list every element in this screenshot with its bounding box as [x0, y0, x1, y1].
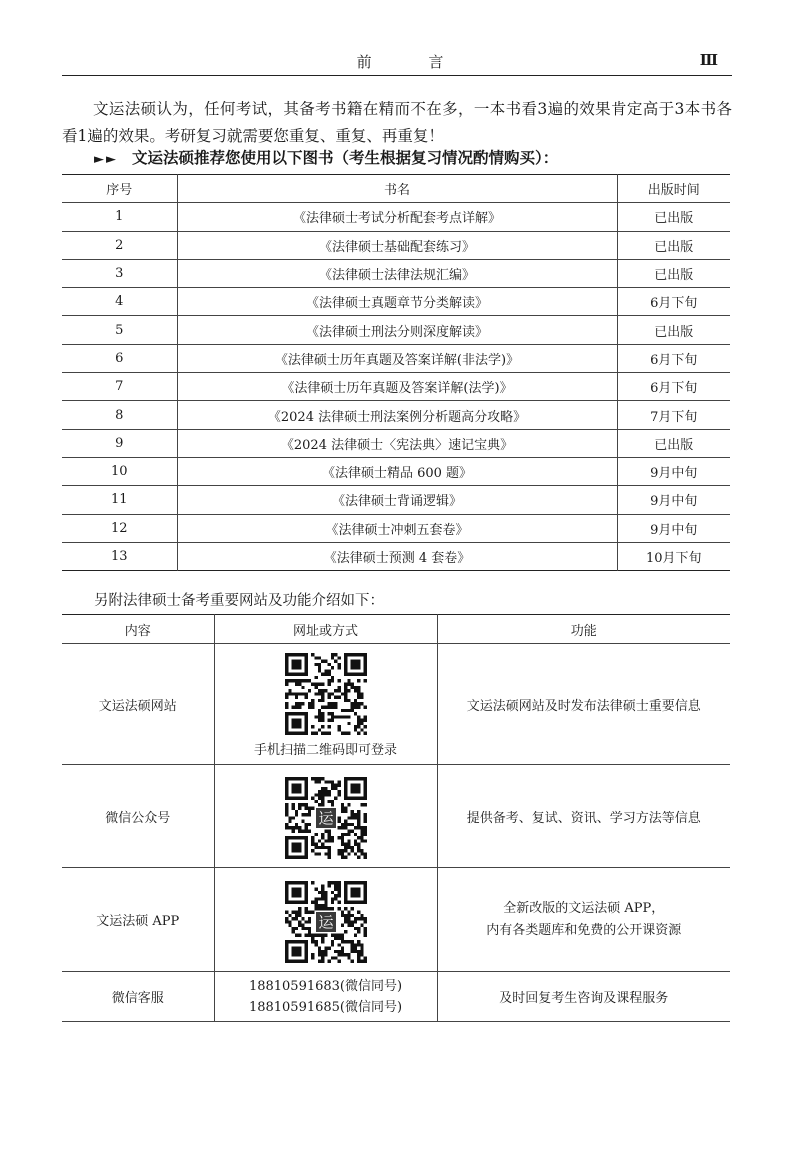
book-number: 1 [62, 203, 177, 231]
book-date: 6月下旬 [617, 288, 730, 316]
book-title: 《法律硕士冲刺五套卷》 [177, 514, 617, 542]
intro-paragraph: 文运法硕认为，任何考试，其备考书籍在精而不在多，一本书看3遍的效果肯定高于3本书各看1遍的效果。考研复习就需要您重复、重复、再重复！ [62, 100, 732, 145]
book-date: 9月中旬 [617, 486, 730, 514]
book-date: 7月下旬 [617, 401, 730, 429]
book-title: 《法律硕士精品 600 题》 [177, 457, 617, 485]
header-divider [62, 75, 732, 76]
sites-intro-text: 另附法律硕士备考重要网站及功能介绍如下： [94, 593, 384, 609]
book-title: 《法律硕士背诵逻辑》 [177, 486, 617, 514]
table-row [62, 316, 730, 344]
book-title: 《法律硕士法律法规汇编》 [177, 259, 617, 287]
book-date: 9月中旬 [617, 457, 730, 485]
table-row [62, 868, 730, 972]
book-number: 6 [62, 344, 177, 372]
scan-instruction: 手机扫描二维码即可登录 [253, 742, 397, 758]
book-number: 13 [62, 542, 177, 570]
col-header-function: 功能 [437, 615, 730, 644]
site-method [214, 765, 437, 868]
table-row [62, 972, 730, 1022]
book-title: 《法律硕士刑法分则深度解读》 [177, 316, 617, 344]
book-number: 5 [62, 316, 177, 344]
table-row [62, 457, 730, 485]
col-header-number: 序号 [62, 175, 177, 203]
book-number: 7 [62, 373, 177, 401]
book-title: 《法律硕士基础配套练习》 [177, 231, 617, 259]
phone-number: 18810591683(微信同号) [248, 978, 403, 994]
book-title: 《法律硕士考试分析配套考点详解》 [177, 203, 617, 231]
sites-table-header [62, 615, 730, 644]
book-date: 6月下旬 [617, 373, 730, 401]
site-function: 提供备考、复试、资讯、学习方法等信息 [437, 765, 730, 868]
book-number: 11 [62, 486, 177, 514]
table-row [62, 542, 730, 570]
site-method [214, 644, 437, 765]
book-title: 《2024 法律硕士〈宪法典〉速记宝典》 [177, 429, 617, 457]
book-date: 6月下旬 [617, 344, 730, 372]
book-date: 已出版 [617, 316, 730, 344]
book-date: 已出版 [617, 231, 730, 259]
function-line: 内有各类题库和免费的公开课资源 [486, 922, 682, 938]
book-number: 4 [62, 288, 177, 316]
recommend-heading-text: 文运法硕推荐您使用以下图书（考生根据复习情况酌情购买）： [132, 149, 559, 167]
book-title: 《法律硕士真题章节分类解读》 [177, 288, 617, 316]
table-row [62, 765, 730, 868]
site-name: 微信公众号 [62, 765, 214, 868]
table-row [62, 373, 730, 401]
book-date: 已出版 [617, 429, 730, 457]
book-number: 8 [62, 401, 177, 429]
book-number: 3 [62, 259, 177, 287]
book-date: 10月下旬 [617, 542, 730, 570]
book-title: 《法律硕士历年真题及答案详解(非法学)》 [177, 344, 617, 372]
book-number: 9 [62, 429, 177, 457]
site-method [214, 868, 437, 972]
table-row [62, 344, 730, 372]
book-title: 《法律硕士历年真题及答案详解(法学)》 [177, 373, 617, 401]
phone-number: 18810591685(微信同号) [248, 999, 403, 1015]
qr-code-icon[interactable] [285, 777, 367, 859]
site-name: 文运法硕网站 [62, 644, 214, 765]
book-title: 《法律硕士预测 4 套卷》 [177, 542, 617, 570]
book-number: 12 [62, 514, 177, 542]
book-number: 2 [62, 231, 177, 259]
table-row [62, 288, 730, 316]
double-arrow-icon: ►► [94, 152, 118, 167]
book-table [62, 174, 730, 571]
page-number: Ⅲ [699, 51, 718, 69]
function-line: 全新改版的文运法硕 APP， [503, 900, 665, 916]
table-row [62, 514, 730, 542]
qr-code-icon[interactable] [285, 653, 367, 735]
table-row [62, 644, 730, 765]
table-row [62, 203, 730, 231]
site-function: 及时回复考生咨询及课程服务 [437, 972, 730, 1022]
table-row [62, 429, 730, 457]
site-name: 微信客服 [62, 972, 214, 1022]
book-date: 9月中旬 [617, 514, 730, 542]
book-table-header [62, 175, 730, 203]
book-date: 已出版 [617, 203, 730, 231]
table-row [62, 401, 730, 429]
recommend-heading [94, 146, 558, 168]
page-header-title: 前 言 [356, 53, 470, 71]
book-title: 《2024 法律硕士刑法案例分析题高分攻略》 [177, 401, 617, 429]
table-row [62, 486, 730, 514]
site-name: 文运法硕 APP [62, 868, 214, 972]
table-row [62, 231, 730, 259]
site-method [214, 972, 437, 1022]
col-header-date: 出版时间 [617, 175, 730, 203]
col-header-title: 书名 [177, 175, 617, 203]
qr-logo-text: 运 [317, 913, 334, 932]
book-date: 已出版 [617, 259, 730, 287]
qr-logo-text: 运 [317, 809, 334, 828]
site-function [437, 868, 730, 972]
qr-code-icon[interactable] [285, 881, 367, 963]
site-function: 文运法硕网站及时发布法律硕士重要信息 [437, 644, 730, 765]
col-header-content: 内容 [62, 615, 214, 644]
col-header-method: 网址或方式 [214, 615, 437, 644]
book-number: 10 [62, 457, 177, 485]
sites-table [62, 614, 730, 1022]
table-row [62, 259, 730, 287]
